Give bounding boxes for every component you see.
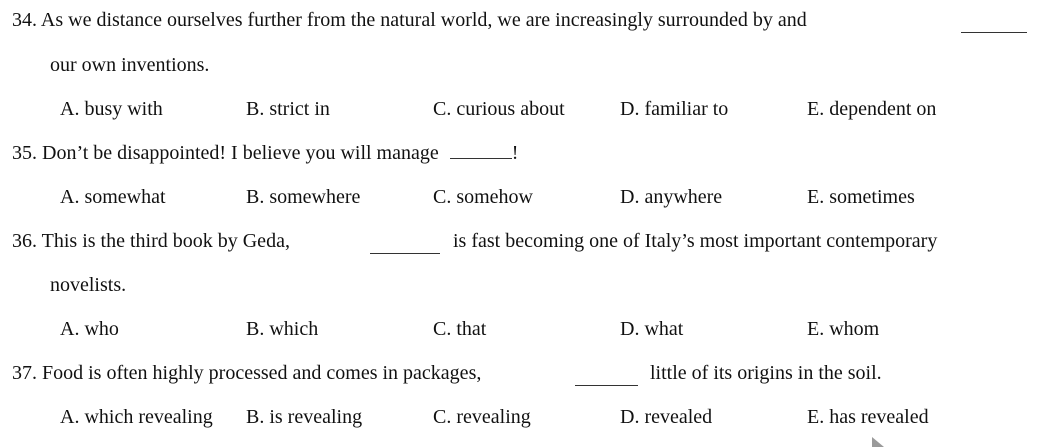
question-34-blank[interactable] [961,16,1027,33]
page-corner-mark [872,437,884,447]
question-35-text-end: ! [511,142,519,164]
question-37-option-a[interactable]: A. which revealing [60,406,213,428]
question-34-option-d[interactable]: D. familiar to [620,98,729,120]
question-34-option-c[interactable]: C. curious about [433,98,565,120]
question-37-blank[interactable] [575,369,638,386]
question-37-text: 37. Food is often highly processed and comes in packages, [12,362,482,384]
question-37-option-c[interactable]: C. revealing [433,406,531,428]
question-37-stem-end: little of its origins in the soil. [650,362,882,384]
question-36-text: 36. This is the third book by Geda, [12,230,290,252]
question-37-stem-start [12,361,481,385]
question-35-option-b[interactable]: B. somewhere [246,186,361,208]
question-37-option-e[interactable]: E. has revealed [807,406,929,428]
question-34-option-a[interactable]: A. busy with [60,98,163,120]
question-36-blank[interactable] [370,237,440,254]
question-34-option-e[interactable]: E. dependent on [807,98,937,120]
question-34-continuation: our own inventions. [50,54,210,76]
question-37-option-d[interactable]: D. revealed [620,406,713,428]
question-36-option-c[interactable]: C. that [433,318,487,340]
question-36-option-a[interactable]: A. who [60,318,119,340]
question-35-option-a[interactable]: A. somewhat [60,186,166,208]
question-36-option-b[interactable]: B. which [246,318,319,340]
question-36-stem-start [12,229,290,253]
question-35-stem [12,141,518,165]
question-37-option-b[interactable]: B. is revealing [246,406,363,428]
question-36-stem-end: is fast becoming one of Italy’s most important contemporary [453,230,938,252]
question-35-option-e[interactable]: E. sometimes [807,186,915,208]
question-34-text: 34. As we distance ourselves further from the natural world, we are increasingly surrounded by and [12,9,807,31]
question-36-continuation: novelists. [50,274,127,296]
question-34-stem [12,8,807,32]
question-35-blank[interactable] [450,142,512,159]
question-35-option-c[interactable]: C. somehow [433,186,533,208]
question-34-option-b[interactable]: B. strict in [246,98,330,120]
question-36-option-e[interactable]: E. whom [807,318,880,340]
question-35-text: 35. Don’t be disappointed! I believe you will manage [12,142,439,164]
question-35-option-d[interactable]: D. anywhere [620,186,723,208]
question-36-option-d[interactable]: D. what [620,318,684,340]
